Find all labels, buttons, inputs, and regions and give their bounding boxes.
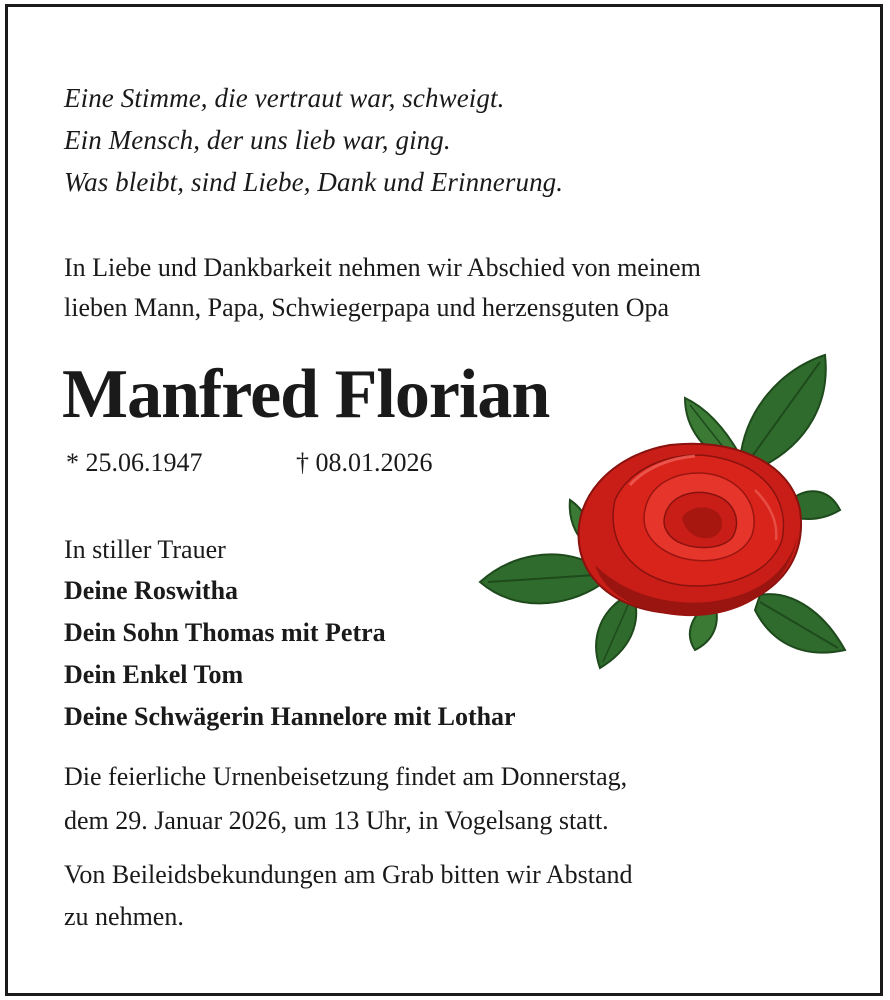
request-line-1: Von Beileidsbekundungen am Grab bitten wir Abstand bbox=[64, 860, 633, 889]
poem-line-2: Ein Mensch, der uns lieb war, ging. bbox=[64, 125, 451, 155]
poem-line-3: Was bleibt, sind Liebe, Dank und Erinnerung. bbox=[64, 167, 564, 197]
ceremony-line-2: dem 29. Januar 2026, um 13 Uhr, in Vogelsang statt. bbox=[64, 806, 609, 835]
intro-line-2: lieben Mann, Papa, Schwiegerpapa und herzensguten Opa bbox=[64, 293, 670, 322]
mourner-name-3: Dein Enkel Tom bbox=[64, 660, 244, 689]
rose-bloom bbox=[578, 444, 801, 616]
intro-line-1: In Liebe und Dankbarkeit nehmen wir Abschied von meinem bbox=[64, 253, 701, 282]
poem-line-1: Eine Stimme, die vertraut war, schweigt. bbox=[64, 83, 505, 113]
mourner-name-4: Deine Schwägerin Hannelore mit Lothar bbox=[64, 702, 516, 731]
mourners-heading: In stiller Trauer bbox=[64, 535, 226, 564]
death-date: † 08.01.2026 bbox=[296, 448, 433, 477]
request-line-2: zu nehmen. bbox=[64, 902, 184, 931]
mourner-name-2: Dein Sohn Thomas mit Petra bbox=[64, 618, 386, 647]
mourner-name-1: Deine Roswitha bbox=[64, 576, 239, 605]
ceremony-line-1: Die feierliche Urnenbeisetzung findet am Donnerstag, bbox=[64, 762, 628, 791]
red-rose-icon bbox=[470, 350, 860, 680]
deceased-name: Manfred Florian bbox=[62, 356, 550, 433]
birth-date: * 25.06.1947 bbox=[66, 448, 203, 477]
